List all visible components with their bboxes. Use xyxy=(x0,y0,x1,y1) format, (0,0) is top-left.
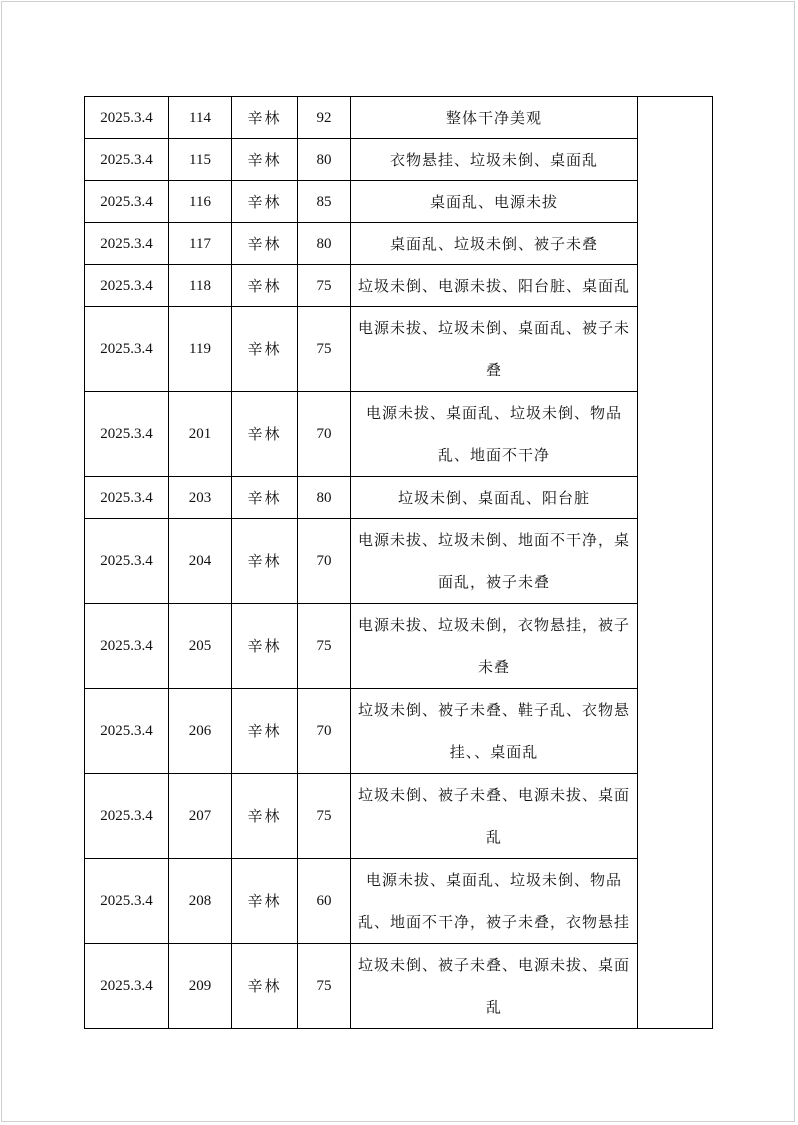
score-cell: 75 xyxy=(298,944,351,1029)
room-cell: 209 xyxy=(169,944,232,1029)
date-cell: 2025.3.4 xyxy=(85,859,169,944)
score-cell: 80 xyxy=(298,223,351,265)
score-cell: 70 xyxy=(298,392,351,477)
remark-cell: 衣物悬挂、垃圾未倒、桌面乱 xyxy=(351,139,638,181)
inspector-cell: 辛林 xyxy=(232,181,298,223)
date-cell: 2025.3.4 xyxy=(85,774,169,859)
table-row xyxy=(85,604,713,689)
room-cell: 119 xyxy=(169,307,232,392)
remark-cell: 垃圾未倒、被子未叠、鞋子乱、衣物悬挂、、桌面乱 xyxy=(351,689,638,774)
score-cell: 80 xyxy=(298,139,351,181)
inspector-cell: 辛林 xyxy=(232,97,298,139)
date-cell: 2025.3.4 xyxy=(85,477,169,519)
inspector-cell: 辛林 xyxy=(232,265,298,307)
score-cell: 75 xyxy=(298,265,351,307)
score-cell: 60 xyxy=(298,859,351,944)
room-cell: 116 xyxy=(169,181,232,223)
score-cell: 85 xyxy=(298,181,351,223)
date-cell: 2025.3.4 xyxy=(85,689,169,774)
inspection-table xyxy=(84,96,713,1029)
remark-cell: 电源未拔、垃圾未倒、地面不干净，桌面乱，被子未叠 xyxy=(351,519,638,604)
remark-cell: 垃圾未倒、电源未拔、阳台脏、桌面乱 xyxy=(351,265,638,307)
inspector-cell: 辛林 xyxy=(232,519,298,604)
remark-cell: 桌面乱、电源未拔 xyxy=(351,181,638,223)
score-cell: 75 xyxy=(298,604,351,689)
score-cell: 75 xyxy=(298,774,351,859)
date-cell: 2025.3.4 xyxy=(85,944,169,1029)
remark-cell: 电源未拔、桌面乱、垃圾未倒、物品乱、地面不干净 xyxy=(351,392,638,477)
inspector-cell: 辛林 xyxy=(232,139,298,181)
inspector-cell: 辛林 xyxy=(232,859,298,944)
table-row xyxy=(85,181,713,223)
date-cell: 2025.3.4 xyxy=(85,97,169,139)
remark-cell: 整体干净美观 xyxy=(351,97,638,139)
inspector-cell: 辛林 xyxy=(232,477,298,519)
room-cell: 206 xyxy=(169,689,232,774)
table-row xyxy=(85,265,713,307)
table-row xyxy=(85,307,713,392)
date-cell: 2025.3.4 xyxy=(85,519,169,604)
table-row xyxy=(85,859,713,944)
room-cell: 207 xyxy=(169,774,232,859)
room-cell: 115 xyxy=(169,139,232,181)
remark-cell: 电源未拔、桌面乱、垃圾未倒、物品乱、地面不干净，被子未叠，衣物悬挂 xyxy=(351,859,638,944)
room-cell: 203 xyxy=(169,477,232,519)
remark-cell: 电源未拔、垃圾未倒，衣物悬挂，被子未叠 xyxy=(351,604,638,689)
remark-cell: 桌面乱、垃圾未倒、被子未叠 xyxy=(351,223,638,265)
table-row xyxy=(85,519,713,604)
date-cell: 2025.3.4 xyxy=(85,604,169,689)
room-cell: 118 xyxy=(169,265,232,307)
room-cell: 205 xyxy=(169,604,232,689)
inspector-cell: 辛林 xyxy=(232,689,298,774)
remark-cell: 垃圾未倒、桌面乱、阳台脏 xyxy=(351,477,638,519)
inspector-cell: 辛林 xyxy=(232,604,298,689)
inspector-cell: 辛林 xyxy=(232,944,298,1029)
remark-cell: 垃圾未倒、被子未叠、电源未拔、桌面乱 xyxy=(351,774,638,859)
date-cell: 2025.3.4 xyxy=(85,307,169,392)
table-row xyxy=(85,392,713,477)
empty-cell xyxy=(638,97,713,1029)
table-row xyxy=(85,223,713,265)
inspector-cell: 辛林 xyxy=(232,307,298,392)
date-cell: 2025.3.4 xyxy=(85,139,169,181)
table-row xyxy=(85,774,713,859)
score-cell: 75 xyxy=(298,307,351,392)
room-cell: 204 xyxy=(169,519,232,604)
date-cell: 2025.3.4 xyxy=(85,181,169,223)
date-cell: 2025.3.4 xyxy=(85,392,169,477)
table-row xyxy=(85,139,713,181)
score-cell: 92 xyxy=(298,97,351,139)
room-cell: 117 xyxy=(169,223,232,265)
table-row xyxy=(85,689,713,774)
room-cell: 114 xyxy=(169,97,232,139)
table-row xyxy=(85,944,713,1029)
score-cell: 70 xyxy=(298,689,351,774)
date-cell: 2025.3.4 xyxy=(85,223,169,265)
date-cell: 2025.3.4 xyxy=(85,265,169,307)
room-cell: 208 xyxy=(169,859,232,944)
score-cell: 70 xyxy=(298,519,351,604)
score-cell: 80 xyxy=(298,477,351,519)
inspector-cell: 辛林 xyxy=(232,223,298,265)
table-row xyxy=(85,97,713,139)
inspector-cell: 辛林 xyxy=(232,392,298,477)
table-row xyxy=(85,477,713,519)
remark-cell: 垃圾未倒、被子未叠、电源未拔、桌面乱 xyxy=(351,944,638,1029)
room-cell: 201 xyxy=(169,392,232,477)
remark-cell: 电源未拔、垃圾未倒、桌面乱、被子未叠 xyxy=(351,307,638,392)
inspector-cell: 辛林 xyxy=(232,774,298,859)
